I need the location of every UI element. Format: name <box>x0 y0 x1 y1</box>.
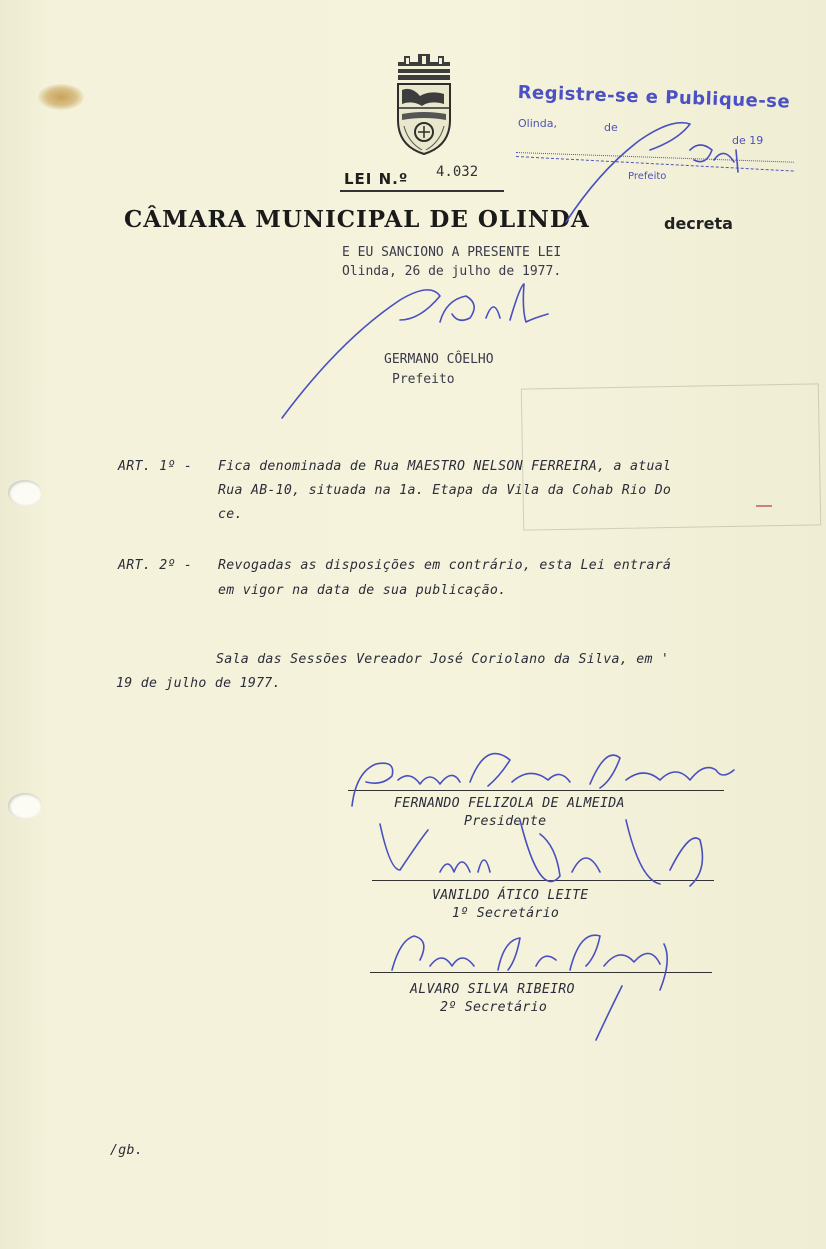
sanction-line-1: E EU SANCIONO A PRESENTE LEI <box>342 245 562 260</box>
law-number-underline <box>340 190 504 192</box>
decree-word: decreta <box>664 214 733 233</box>
punch-hole-bottom <box>8 793 42 819</box>
register-stamp-place: Olinda, <box>518 117 557 130</box>
olinda-crest-icon <box>392 50 456 158</box>
article-2-line-2: em vigor na data de sua publicação. <box>218 583 507 598</box>
law-number: 4.032 <box>436 164 479 180</box>
register-stamp-de: de <box>604 121 618 134</box>
signature-line-second-secretary <box>370 972 712 973</box>
session-line-2: 19 de julho de 1977. <box>116 676 281 691</box>
mayor-name: GERMANO CÔELHO <box>384 352 494 367</box>
register-stamp-year: de 19 <box>732 134 764 147</box>
first-secretary-name: VANILDO ÁTICO LEITE <box>432 888 589 903</box>
article-1-label: ART. 1º - <box>118 459 193 474</box>
second-secretary-role: 2º Secretário <box>440 1000 548 1015</box>
article-2-line-1: Revogadas as disposições em contrário, esta Lei entrará <box>218 558 672 573</box>
register-stamp-role: Prefeito <box>628 171 667 182</box>
mayor-title: Prefeito <box>392 372 455 387</box>
signature-line-president <box>348 790 724 791</box>
paper-stain <box>38 84 84 110</box>
article-1-line-3: ce. <box>218 507 243 522</box>
second-secretary-name: ALVARO SILVA RIBEIRO <box>410 982 575 997</box>
register-stamp-dash <box>516 156 794 172</box>
president-role: Presidente <box>464 814 547 829</box>
sanction-line-2: Olinda, 26 de julho de 1977. <box>342 264 562 279</box>
signature-line-first-secretary <box>372 880 714 881</box>
bleed-through-stamp <box>521 383 821 530</box>
article-2-label: ART. 2º - <box>118 558 193 573</box>
typist-initials: /gb. <box>110 1143 143 1158</box>
punch-hole-top <box>8 480 42 506</box>
law-number-label: LEI N.º <box>344 170 409 188</box>
first-secretary-role: 1º Secretário <box>452 906 560 921</box>
chamber-title: CÂMARA MUNICIPAL DE OLINDA <box>124 206 590 233</box>
register-stamp-title: Registre-se e Publique-se <box>517 82 791 113</box>
signature-first-secretary <box>380 820 702 886</box>
session-line-1: Sala das Sessões Vereador José Coriolano da Silva, em ' <box>216 652 670 667</box>
article-1-line-2: Rua AB-10, situada na 1a. Etapa da Vila da Cohab Rio Do <box>218 483 672 498</box>
president-name: FERNANDO FELIZOLA DE ALMEIDA <box>394 796 625 811</box>
signature-mayor <box>282 284 548 418</box>
article-1-line-1: Fica denominada de Rua MAESTRO NELSON FERREIRA, a atual <box>218 459 672 474</box>
